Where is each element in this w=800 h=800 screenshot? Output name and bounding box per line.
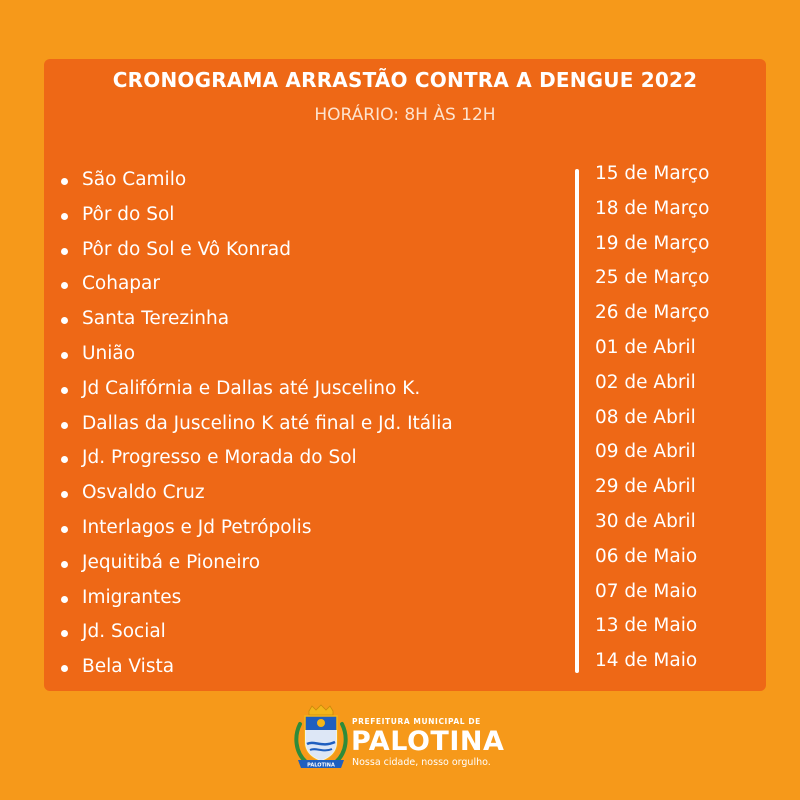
bullet-icon — [61, 422, 68, 429]
neighborhood-name: Pôr do Sol — [82, 203, 175, 225]
neighborhood-name: Dallas da Juscelino K até final e Jd. Itália — [82, 412, 453, 434]
schedule-date: 29 de Abril — [595, 476, 696, 498]
date-list — [595, 161, 709, 683]
schedule-date: 30 de Abril — [595, 510, 696, 532]
schedule-date: 19 de Março — [595, 232, 710, 254]
logo-top-text: PREFEITURA MUNICIPAL DE — [352, 717, 481, 726]
page-title: CRONOGRAMA ARRASTÃO CONTRA A DENGUE 2022 — [112, 68, 698, 92]
schedule-panel — [44, 59, 766, 691]
bullet-icon — [61, 248, 68, 255]
list-item — [61, 550, 453, 585]
list-item — [61, 202, 453, 237]
neighborhood-name: Bela Vista — [82, 656, 175, 678]
schedule-hours: HORÁRIO: 8H ÀS 12H — [314, 105, 496, 125]
column-divider — [575, 169, 579, 673]
schedule-date: 01 de Abril — [595, 336, 696, 358]
list-item — [61, 411, 453, 446]
schedule-date: 07 de Maio — [595, 580, 698, 602]
list-item — [61, 376, 453, 411]
list-item — [61, 515, 453, 550]
neighborhood-list — [61, 167, 453, 689]
neighborhood-name: Jequitibá e Pioneiro — [82, 551, 261, 573]
bullet-icon — [61, 352, 68, 359]
bullet-icon — [61, 456, 68, 463]
bullet-icon — [61, 596, 68, 603]
schedule-date: 18 de Março — [595, 197, 710, 219]
schedule-date: 02 de Abril — [595, 371, 696, 393]
schedule-date: 06 de Maio — [595, 545, 698, 567]
list-item — [61, 341, 453, 376]
bullet-icon — [61, 526, 68, 533]
list-item — [61, 167, 453, 202]
neighborhood-name: Santa Terezinha — [82, 308, 230, 330]
schedule-date: 25 de Março — [595, 267, 710, 289]
neighborhood-name: São Camilo — [82, 169, 187, 190]
schedule-date: 13 de Maio — [595, 615, 698, 637]
neighborhood-name: Pôr do Sol e Vô Konrad — [82, 238, 291, 260]
list-item — [61, 306, 453, 341]
bullet-icon — [61, 282, 68, 289]
prefeitura-logo — [288, 702, 518, 774]
bullet-icon — [61, 178, 68, 185]
schedule-date: 08 de Abril — [595, 406, 696, 428]
schedule-date: 15 de Março — [595, 163, 710, 184]
bullet-icon — [61, 317, 68, 324]
list-item — [61, 585, 453, 620]
neighborhood-name: Jd. Progresso e Morada do Sol — [82, 447, 357, 469]
list-item — [61, 480, 453, 515]
neighborhood-name: Cohapar — [82, 273, 160, 295]
schedule-date: 09 de Abril — [595, 441, 696, 463]
list-item — [61, 271, 453, 306]
schedule-date: 14 de Maio — [595, 650, 698, 672]
bullet-icon — [61, 561, 68, 568]
neighborhood-name: Interlagos e Jd Petrópolis — [82, 516, 312, 538]
list-item — [61, 445, 453, 480]
bullet-icon — [61, 630, 68, 637]
city-crest-icon — [292, 704, 350, 772]
logo-slogan: Nossa cidade, nosso orgulho. — [352, 757, 491, 768]
list-item — [61, 619, 453, 654]
bullet-icon — [61, 491, 68, 498]
neighborhood-name: Imigrantes — [82, 586, 182, 608]
bullet-icon — [61, 213, 68, 220]
neighborhood-name: Jd Califórnia e Dallas até Juscelino K. — [82, 377, 421, 399]
logo-city-name: PALOTINA — [351, 726, 505, 757]
neighborhood-name: Osvaldo Cruz — [82, 482, 205, 504]
schedule-date: 26 de Março — [595, 302, 710, 324]
list-item — [61, 654, 453, 689]
crest-label: PALOTINA — [307, 762, 335, 769]
neighborhood-name: Jd. Social — [82, 621, 166, 643]
bullet-icon — [61, 387, 68, 394]
bullet-icon — [61, 665, 68, 672]
list-item — [61, 237, 453, 272]
neighborhood-name: União — [82, 342, 136, 364]
